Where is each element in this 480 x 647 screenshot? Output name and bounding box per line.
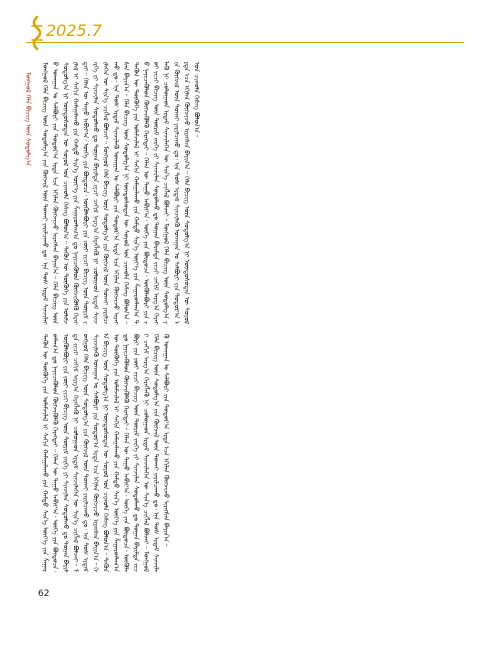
header-divider [26, 42, 464, 43]
body-paragraphs-upper: ᠮᠣᠩᠭᠣᠯ ᠬᠡᠯᠡ ᠪᠢᠴᠢᠭ ᠦᠨ ᠰᠤᠳᠤᠯᠭ᠎ᠠ ᠶᠢᠨ ᠬᠥᠭᠵᠢᠯ ᠦᠨ ᠲᠤᠬᠠᠢ ᠶᠠᠷᠢᠯᠴᠠᠬᠤ ᠳᠤ᠂ ᠡᠨᠡ ᠲᠤᠰ ᠡᠷᠳᠡᠮ ᠰᠢᠨᠵᠢᠯᠡᠬᠦ ᠤᠬᠠᠭᠠᠨ ᠤ ᠰᠠᠯᠪᠤᠷᠢ ᠶᠢᠨ ᠳᠤᠲᠤᠷ᠎ᠠ ᠡᠷᠲᠡ ᠡᠴᠡ ᠡᠬᠢᠯᠡᠨ ᠬᠥᠭᠵᠢᠵᠦ ᠢᠷᠡᠭᠰᠡᠨ ᠪᠠᠶᠢᠨ᠎ᠠ᠃ ᠬᠡᠯᠡ ᠪᠢᠴᠢᠭ ᠦᠨ ᠰᠤᠳᠤᠯᠭ᠎ᠠ ᠨᠢ ᠦᠨᠳᠦᠰᠦᠲᠡᠨ ᠦ ᠰᠣᠶᠤᠯ ᠤᠨ ᠴᠢᠬᠤᠯᠠ ᠬᠡᠰᠡᠭ ᠪᠣᠯᠤᠨ᠎ᠠ᠃ ᠲᠡᠭᠦᠨ ᠦ ᠲᠦᠭᠦᠬᠡ ᠶᠢᠨ ᠤᠯᠠᠮᠵᠢᠯᠠᠯ ᠢ ᠰᠠᠬᠢᠨ ᠬᠠᠮᠠᠭᠠᠯᠠᠬᠤ ᠶᠢᠨ ᠬᠠᠮᠲᠤ ᠰᠢᠨ᠎ᠡ ᠦᠶ᠎ᠡ ᠶᠢᠨ ᠱᠠᠭᠠᠷᠳᠯᠠᠭ᠎ᠠ ᠳᠤ ᠨᠡᠶᠢᠴᠡᠭᠦᠯᠦᠨ ᠬᠥᠭᠵᠢᠭᠦᠯᠬᠦ ᠬᠡᠷᠡᠭᠲᠡᠶ᠃ ᠬᠡᠯᠡᠨ ᠦ ᠳᠠᠭᠤ ᠠᠪᠢᠶ᠎ᠠ᠂ ᠦᠭᠡ ᠶᠢᠨ ᠪᠦᠲᠦᠴᠡ᠂ ᠦᠭᠦᠯᠡᠪᠦᠷᠢ ᠶᠢᠨ ᠵᠦᠢ ᠵᠢᠴᠢ ᠪᠢᠴᠢᠭ ᠦᠨ ᠳᠦᠷᠢᠮ ᠵᠡᠷᠭᠡ ᠶᠢ ᠰᠢᠨᠵᠢᠯᠡᠨ ᠰᠤᠳᠤᠯᠬᠤ ᠳᠤ ᠲᠣᠭᠠᠨ ᠪᠠᠷᠢᠮᠲᠠ ᠵᠢᠴᠢ ᠴᠠᠬᠢᠮ ᠠᠷᠭ᠎ᠠ ᠬᠡᠷᠡᠭᠯᠡᠬᠦ ᠨᠢ ᠴᠤᠯᠤᠭᠠᠳ ᠡᠷᠳᠡᠮ ᠰᠢᠨᠵᠢᠯᠡᠬᠡᠨ ᠦ ᠰᠢᠨ᠎ᠡ ᠴᠢᠭᠯᠡᠯ ᠪᠣᠯᠵᠠᠢ᠃ ᠮᠣᠩᠭᠣᠯ ᠬᠡᠯᠡ ᠪᠢᠴᠢᠭ ᠦᠨ ᠰᠤᠳᠤᠯᠭ᠎ᠠ ᠶᠢᠨ ᠬᠥᠭᠵᠢᠯ ᠦᠨ ᠲᠤᠬᠠᠢ ᠶᠠᠷᠢᠯᠴᠠᠬᠤ ᠳᠤ᠂ ᠡᠨᠡ ᠲᠤᠰ ᠡᠷᠳᠡᠮ ᠰᠢᠨᠵᠢᠯᠡᠬᠦ ᠤᠬᠠᠭᠠᠨ ᠤ ᠰᠠᠯᠪᠤᠷᠢ ᠶᠢᠨ ᠳᠤᠲᠤᠷ᠎ᠠ ᠡᠷᠲᠡ ᠡᠴᠡ ᠡᠬᠢᠯᠡᠨ ᠬᠥᠭᠵᠢᠵᠦ ᠢᠷᠡᠭᠰᠡᠨ ᠪᠠᠶᠢᠨ᠎ᠠ᠃ ᠬᠡᠯᠡ ᠪᠢᠴᠢᠭ ᠦᠨ ᠰᠤᠳᠤᠯᠭ᠎ᠠ ᠨᠢ ᠦᠨᠳᠦᠰᠦᠲᠡᠨ ᠦ ᠰᠣᠶᠤᠯ ᠤᠨ ᠴᠢᠬᠤᠯᠠ ᠬᠡᠰᠡᠭ ᠪᠣᠯᠤᠨ᠎ᠠ᠃ ᠲᠡᠭᠦᠨ ᠦ ᠲᠦᠭᠦᠬᠡ ᠶᠢᠨ ᠤᠯᠠᠮᠵᠢᠯᠠᠯ ᠢ ᠰᠠᠬᠢᠨ ᠬᠠᠮᠠᠭᠠᠯᠠᠬᠤ ᠶᠢᠨ ᠬᠠᠮᠲᠤ ᠰᠢᠨ᠎ᠡ ᠦᠶ᠎ᠡ ᠶᠢᠨ ᠱᠠᠭᠠᠷᠳᠯᠠᠭ᠎ᠠ ᠳᠤ ᠨᠡᠶᠢᠴᠡᠭᠦᠯᠦᠨ ᠬᠥᠭᠵᠢᠭᠦᠯᠬᠦ ᠬᠡᠷᠡᠭᠲᠡᠶ᠃ ᠬᠡᠯᠡᠨ ᠦ ᠳᠠᠭᠤ ᠠᠪᠢᠶ᠎ᠠ᠂ ᠦᠭᠡ ᠶᠢᠨ ᠪᠦᠲᠦᠴᠡ᠂ ᠦᠭᠦᠯᠡᠪᠦᠷᠢ ᠶᠢᠨ ᠵᠦᠢ ᠵᠢᠴᠢ ᠪᠢᠴᠢᠭ ᠦᠨ ᠳᠦᠷᠢᠮ ᠵᠡᠷᠭᠡ ᠶᠢ ᠰᠢᠨᠵᠢᠯᠡᠨ ᠰᠤᠳᠤᠯᠬᠤ ᠳᠤ ᠲᠣᠭᠠᠨ ᠪᠠᠷᠢᠮᠲᠠ ᠵᠢᠴᠢ ᠴᠠᠬᠢᠮ ᠠᠷᠭ᠎ᠠ ᠬᠡᠷᠡᠭᠯᠡᠬᠦ ᠨᠢ ᠴᠤᠯᠤᠭᠠᠳ ᠡᠷᠳᠡᠮ ᠰᠢᠨᠵᠢᠯᠡᠬᠡᠨ ᠦ ᠰᠢᠨ᠎ᠡ ᠴᠢᠭᠯᠡᠯ ᠪᠣᠯᠵᠠᠢ᠃ ᠮᠣᠩᠭᠣᠯ ᠬᠡᠯᠡ ᠪᠢᠴᠢᠭ ᠦᠨ ᠰᠤᠳᠤᠯᠭ᠎ᠠ ᠶᠢᠨ ᠬᠥᠭᠵᠢᠯ ᠦᠨ ᠲᠤᠬᠠᠢ ᠶᠠᠷᠢᠯᠴᠠᠬᠤ ᠳᠤ᠂ ᠡᠨᠡ ᠲᠤᠰ ᠡᠷᠳᠡᠮ ᠰᠢᠨᠵᠢᠯᠡᠬᠦ ᠤᠬᠠᠭᠠᠨ ᠤ ᠰᠠᠯᠪᠤᠷᠢ ᠶᠢᠨ ᠳᠤᠲᠤᠷ᠎ᠠ ᠡᠷᠲᠡ ᠡᠴᠡ ᠡᠬᠢᠯᠡᠨ ᠬᠥᠭᠵᠢᠵᠦ ᠢᠷᠡᠭᠰᠡᠨ ᠪᠠᠶᠢᠨ᠎ᠠ᠃ ᠬᠡᠯᠡ ᠪᠢᠴᠢᠭ ᠦᠨ ᠰᠤᠳᠤᠯᠭ᠎ᠠ ᠨᠢ ᠦᠨᠳᠦᠰᠦᠲᠡᠨ ᠦ ᠰᠣᠶᠤᠯ ᠤᠨ ᠴᠢᠬᠤᠯᠠ ᠬᠡᠰᠡᠭ ᠪᠣᠯᠤᠨ᠎ᠠ᠃ [41, 62, 201, 324]
running-title: ᠮᠣᠩᠭᠣᠯ ᠬᠡᠯᠡ ᠪᠢᠴᠢᠭ ᠦᠨ ᠰᠤᠳᠤᠯᠭ᠎ᠠ [24, 72, 32, 166]
issue-year: 2025.7 [46, 21, 102, 40]
body-text-area [40, 62, 465, 572]
journal-logo-icon [30, 16, 44, 50]
body-paragraphs-lower: ᠲᠡᠭᠦᠨ ᠦ ᠲᠦᠭᠦᠬᠡ ᠶᠢᠨ ᠤᠯᠠᠮᠵᠢᠯᠠᠯ ᠢ ᠰᠠᠬᠢᠨ ᠬᠠᠮᠠᠭᠠᠯᠠᠬᠤ ᠶᠢᠨ ᠬᠠᠮᠲᠤ ᠰᠢᠨ᠎ᠡ ᠦᠶ᠎ᠡ ᠶᠢᠨ ᠱᠠᠭᠠᠷᠳᠯᠠᠭ᠎ᠠ ᠳᠤ ᠨᠡᠶᠢᠴᠡᠭᠦᠯᠦᠨ ᠬᠥᠭᠵᠢᠭᠦᠯᠬᠦ ᠬᠡᠷᠡᠭᠲᠡᠶ᠃ ᠬᠡᠯᠡᠨ ᠦ ᠳᠠᠭᠤ ᠠᠪᠢᠶ᠎ᠠ᠂ ᠦᠭᠡ ᠶᠢᠨ ᠪᠦᠲᠦᠴᠡ᠂ ᠦᠭᠦᠯᠡᠪᠦᠷᠢ ᠶᠢᠨ ᠵᠦᠢ ᠵᠢᠴᠢ ᠪᠢᠴᠢᠭ ᠦᠨ ᠳᠦᠷᠢᠮ ᠵᠡᠷᠭᠡ ᠶᠢ ᠰᠢᠨᠵᠢᠯᠡᠨ ᠰᠤᠳᠤᠯᠬᠤ ᠳᠤ ᠲᠣᠭᠠᠨ ᠪᠠᠷᠢᠮᠲᠠ ᠵᠢᠴᠢ ᠴᠠᠬᠢᠮ ᠠᠷᠭ᠎ᠠ ᠬᠡᠷᠡᠭᠯᠡᠬᠦ ᠨᠢ ᠴᠤᠯᠤᠭᠠᠳ ᠡᠷᠳᠡᠮ ᠰᠢᠨᠵᠢᠯᠡᠬᠡᠨ ᠦ ᠰᠢᠨ᠎ᠡ ᠴᠢᠭᠯᠡᠯ ᠪᠣᠯᠵᠠᠢ᠃ ᠮᠣᠩᠭᠣᠯ ᠬᠡᠯᠡ ᠪᠢᠴᠢᠭ ᠦᠨ ᠰᠤᠳᠤᠯᠭ᠎ᠠ ᠶᠢᠨ ᠬᠥᠭᠵᠢᠯ ᠦᠨ ᠲᠤᠬᠠᠢ ᠶᠠᠷᠢᠯᠴᠠᠬᠤ ᠳᠤ᠂ ᠡᠨᠡ ᠲᠤᠰ ᠡᠷᠳᠡᠮ ᠰᠢᠨᠵᠢᠯᠡᠬᠦ ᠤᠬᠠᠭᠠᠨ ᠤ ᠰᠠᠯᠪᠤᠷᠢ ᠶᠢᠨ ᠳᠤᠲᠤᠷ᠎ᠠ ᠡᠷᠲᠡ ᠡᠴᠡ ᠡᠬᠢᠯᠡᠨ ᠬᠥᠭᠵᠢᠵᠦ ᠢᠷᠡᠭᠰᠡᠨ ᠪᠠᠶᠢᠨ᠎ᠠ᠃ ᠬᠡᠯᠡ ᠪᠢᠴᠢᠭ ᠦᠨ ᠰᠤᠳᠤᠯᠭ᠎ᠠ ᠨᠢ ᠦᠨᠳᠦᠰᠦᠲᠡᠨ ᠦ ᠰᠣᠶᠤᠯ ᠤᠨ ᠴᠢᠬᠤᠯᠠ ᠬᠡᠰᠡᠭ ᠪᠣᠯᠤᠨ᠎ᠠ᠃ ᠲᠡᠭᠦᠨ ᠦ ᠲᠦᠭᠦᠬᠡ ᠶᠢᠨ ᠤᠯᠠᠮᠵᠢᠯᠠᠯ ᠢ ᠰᠠᠬᠢᠨ ᠬᠠᠮᠠᠭᠠᠯᠠᠬᠤ ᠶᠢᠨ ᠬᠠᠮᠲᠤ ᠰᠢᠨ᠎ᠡ ᠦᠶ᠎ᠡ ᠶᠢᠨ ᠱᠠᠭᠠᠷᠳᠯᠠᠭ᠎ᠠ ᠳᠤ ᠨᠡᠶᠢᠴᠡᠭᠦᠯᠦᠨ ᠬᠥᠭᠵᠢᠭᠦᠯᠬᠦ ᠬᠡᠷᠡᠭᠲᠡᠶ᠃ ᠬᠡᠯᠡᠨ ᠦ ᠳᠠᠭᠤ ᠠᠪᠢᠶ᠎ᠠ᠂ ᠦᠭᠡ ᠶᠢᠨ ᠪᠦᠲᠦᠴᠡ᠂ ᠦᠭᠦᠯᠡᠪᠦᠷᠢ ᠶᠢᠨ ᠵᠦᠢ ᠵᠢᠴᠢ ᠪᠢᠴᠢᠭ ᠦᠨ ᠳᠦᠷᠢᠮ ᠵᠡᠷᠭᠡ ᠶᠢ ᠰᠢᠨᠵᠢᠯᠡᠨ ᠰᠤᠳᠤᠯᠬᠤ ᠳᠤ ᠲᠣᠭᠠᠨ ᠪᠠᠷᠢᠮᠲᠠ ᠵᠢᠴᠢ ᠴᠠᠬᠢᠮ ᠠᠷᠭ᠎ᠠ ᠬᠡᠷᠡᠭᠯᠡᠬᠦ ᠨᠢ ᠴᠤᠯᠤᠭᠠᠳ ᠡᠷᠳᠡᠮ ᠰᠢᠨᠵᠢᠯᠡᠬᠡᠨ ᠦ ᠰᠢᠨ᠎ᠡ ᠴᠢᠭᠯᠡᠯ ᠪᠣᠯᠵᠠᠢ᠃ ᠮᠣᠩᠭᠣᠯ ᠬᠡᠯᠡ ᠪᠢᠴᠢᠭ ᠦᠨ ᠰᠤᠳᠤᠯᠭ᠎ᠠ ᠶᠢᠨ ᠬᠥᠭᠵᠢᠯ ᠦᠨ ᠲᠤᠬᠠᠢ ᠶᠠᠷᠢᠯᠴᠠᠬᠤ ᠳᠤ᠂ ᠡᠨᠡ ᠲᠤᠰ ᠡᠷᠳᠡᠮ ᠰᠢᠨᠵᠢᠯᠡᠬᠦ ᠤᠬᠠᠭᠠᠨ ᠤ ᠰᠠᠯᠪᠤᠷᠢ ᠶᠢᠨ ᠳᠤᠲᠤᠷ᠎ᠠ ᠡᠷᠲᠡ ᠡᠴᠡ ᠡᠬᠢᠯᠡᠨ ᠬᠥᠭᠵᠢᠵᠦ ᠢᠷᠡᠭᠰᠡᠨ ᠪᠠᠶᠢᠨ᠎ᠠ᠃ [41, 334, 171, 572]
page-number: 62 [38, 589, 50, 599]
